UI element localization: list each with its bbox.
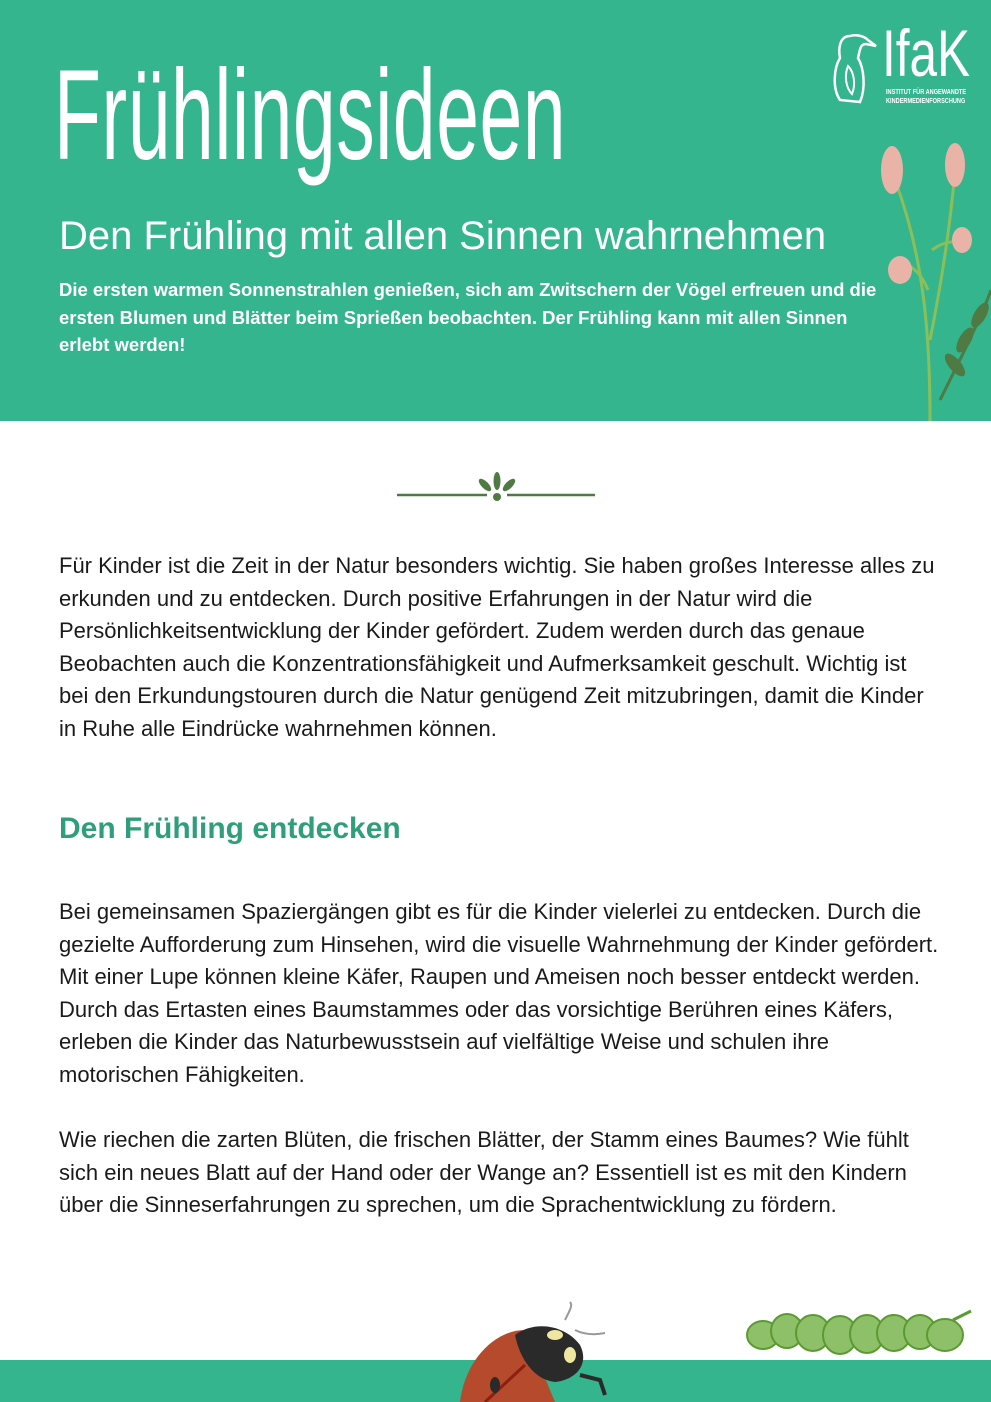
caterpillar-illustration xyxy=(745,1305,973,1363)
paragraph-senses: Wie riechen die zarten Blüten, die frischen Blätter, der Stamm eines Baumes? Wie fühlt sich ein neues Blatt auf der Hand oder der Wange an? Essentiell ist es mit den Kindern über die Sinneserfahrungen zu sprechen, um die Sprachentwicklung zu fördern. xyxy=(59,1127,909,1217)
logo-name: IfaK xyxy=(882,16,971,90)
ifak-logo xyxy=(830,16,975,110)
page-title: Frühlingsideen xyxy=(54,44,567,187)
paragraph-discover: Bei gemeinsamen Spaziergängen gibt es für die Kinder vielerlei zu entdecken. Durch die gezielte Aufforderung zum Hinsehen, wird die visuelle Wahrnehmung der Kinder gefördert. Mit einer Lupe können kleine Käfer, Raupen und Ameisen noch besser entdeckt werden. Durch das Ertasten eines Baumstammes oder das vorsichtige Berühren eines Käfers, erleben die Kinder das Naturbewusstsein auf vielfältige Weise und schulen ihre motorischen Fähigkeiten. xyxy=(59,899,939,1087)
paragraph-intro: Für Kinder ist die Zeit in der Natur besonders wichtig. Sie haben großes Interesse alles zu erkunden und zu entdecken. Durch positive Erfahrungen in der Natur wird die Persönlichkeitsentwicklung der Kinder gefördert. Zudem werden durch das genaue Beobachten auch die Konzentrationsfähigkeit und Aufmerksamkeit geschult. Wichtig ist bei den Erkundungstouren durch die Natur genügend Zeit mitzubringen, damit die Kinder in Ruhe alle Eindrücke wahrnehmen können. xyxy=(59,553,935,741)
logo-tagline-1: INSTITUT FÜR ANGEWANDTE xyxy=(886,89,967,96)
flower-illustration xyxy=(870,140,991,421)
ladybug-illustration xyxy=(455,1300,615,1402)
section-heading: Den Frühling entdecken xyxy=(59,812,401,845)
logo-tagline xyxy=(886,88,966,106)
leaf-divider xyxy=(397,470,597,502)
page-subtitle: Den Frühling mit allen Sinnen wahrnehmen xyxy=(59,214,827,258)
intro-text: Die ersten warmen Sonnenstrahlen genießen, sich am Zwitschern der Vögel erfreuen und die ersten Blumen und Blätter beim Sprießen beobachten. Der Frühling kann mit allen Sinnen erlebt werden! xyxy=(59,279,877,355)
penguin-icon xyxy=(830,28,880,108)
logo-tagline-2: KINDERMEDIENFORSCHUNG xyxy=(886,98,966,105)
header-banner xyxy=(0,0,991,421)
